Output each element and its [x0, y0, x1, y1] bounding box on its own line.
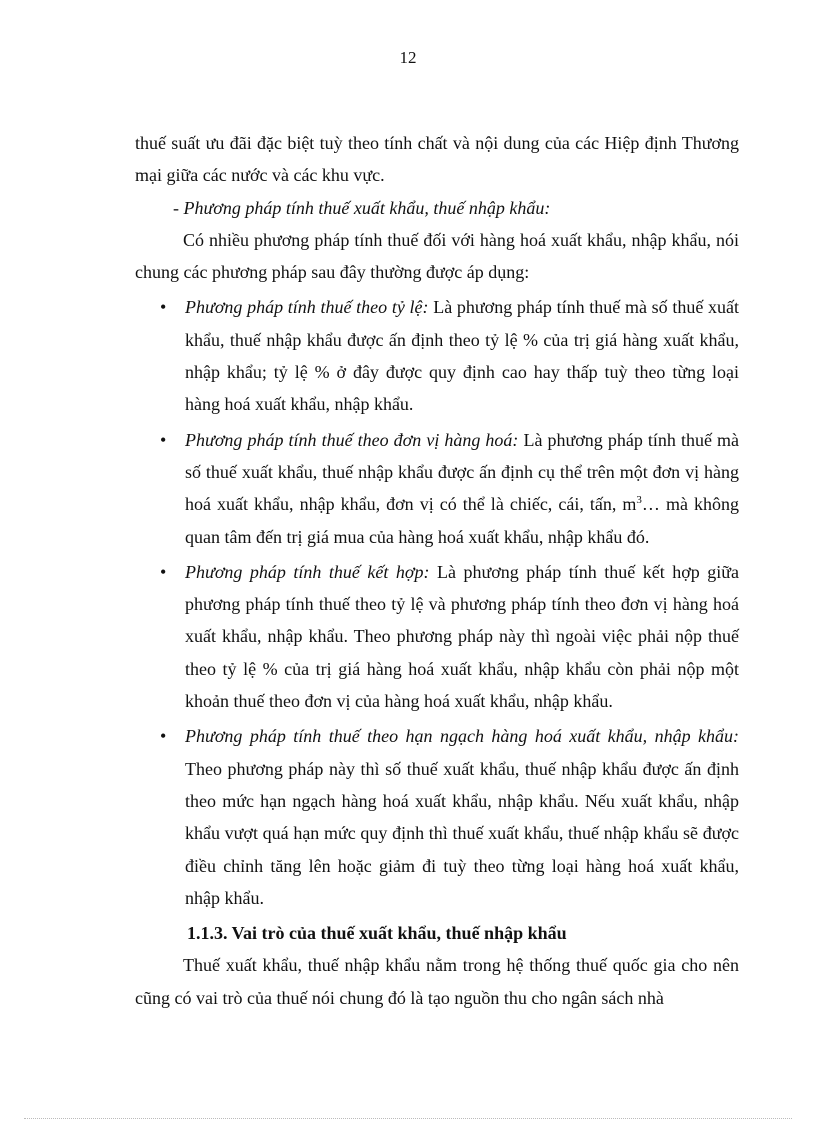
list-item	[135, 720, 739, 914]
bullet-term: Phương pháp tính thuế theo đơn vị hàng hoá:	[185, 429, 519, 450]
bullet-term: Phương pháp tính thuế kết hợp:	[185, 561, 430, 582]
bullet-text: Là phương pháp tính thuế mà số thuế xuất khẩu, thuế nhập khẩu được ấn định cụ thể trên một đơn vị hàng hoá xuất khẩu, nhập khẩu, đơn vị có thể là chiếc, cái, tấn, m	[185, 429, 739, 515]
bullet-term: Phương pháp tính thuế theo tỷ lệ:	[185, 297, 429, 318]
bullet-icon: •	[160, 726, 167, 747]
paragraph-role: Thuế xuất khẩu, thuế nhập khẩu nằm trong hệ thống thuế quốc gia cho nên cũng có vai trò của thuế nói chung đó là tạo nguồn thu cho ngân sách nhà	[135, 955, 739, 1008]
bullet-icon: •	[160, 429, 167, 450]
page-number: 12	[399, 48, 417, 67]
bullet-text-cont: … mà không quan tâm đến trị giá mua của hàng hoá xuất khẩu, nhập khẩu đó.	[185, 494, 739, 547]
bullet-icon: •	[160, 297, 167, 318]
bullet-list	[135, 291, 739, 914]
paragraph-methods-intro: Có nhiều phương pháp tính thuế đối với hàng hoá xuất khẩu, nhập khẩu, nói chung các phương pháp sau đây thường được áp dụng:	[135, 229, 739, 283]
document-body	[135, 127, 739, 1014]
bullet-icon: •	[160, 561, 167, 582]
list-item	[135, 556, 739, 717]
superscript: 3	[636, 494, 642, 507]
page-bottom-divider	[24, 1118, 792, 1119]
list-item	[135, 424, 739, 553]
subheading-calculation-methods: - Phương pháp tính thuế xuất khẩu, thuế nhập khẩu:	[173, 197, 551, 218]
section-heading: 1.1.3. Vai trò của thuế xuất khẩu, thuế nhập khẩu	[187, 923, 567, 944]
bullet-text: Là phương pháp tính thuế mà số thuế xuất khẩu, thuế nhập khẩu được ấn định theo tỷ lệ % của trị giá hàng xuất khẩu, nhập khẩu; tỷ lệ % ở đây được quy định cao hay thấp tuỳ theo từng loại hàng hoá xuất khẩu, nhập khẩu.	[185, 297, 739, 415]
list-item	[135, 291, 739, 420]
bullet-term: Phương pháp tính thuế theo hạn ngạch hàng hoá xuất khẩu, nhập khẩu:	[185, 726, 739, 747]
bullet-text: Theo phương pháp này thì số thuế xuất khẩu, thuế nhập khẩu được ấn định theo mức hạn ngạch hàng hoá xuất khẩu, nhập khẩu. Nếu xuất khẩu, nhập khẩu vượt quá hạn mức quy định thì thuế xuất khẩu, thuế nhập khẩu sẽ được điều chỉnh tăng lên hoặc giảm đi tuỳ theo từng loại hàng hoá xuất khẩu, nhập khẩu.	[185, 758, 739, 908]
paragraph-tax-rates: thuế suất ưu đãi đặc biệt tuỳ theo tính chất và nội dung của các Hiệp định Thương mại giữa các nước và các khu vực.	[135, 133, 739, 186]
bullet-text: Là phương pháp tính thuế kết hợp giữa phương pháp tính thuế theo tỷ lệ và phương pháp tính theo đơn vị hàng hoá xuất khẩu, nhập khẩu. Theo phương pháp này thì ngoài việc phải nộp thuế theo tỷ lệ % của trị giá hàng hoá xuất khẩu, nhập khẩu còn phải nộp một khoản thuế theo đơn vị của hàng hoá xuất khẩu, nhập khẩu.	[185, 561, 739, 712]
